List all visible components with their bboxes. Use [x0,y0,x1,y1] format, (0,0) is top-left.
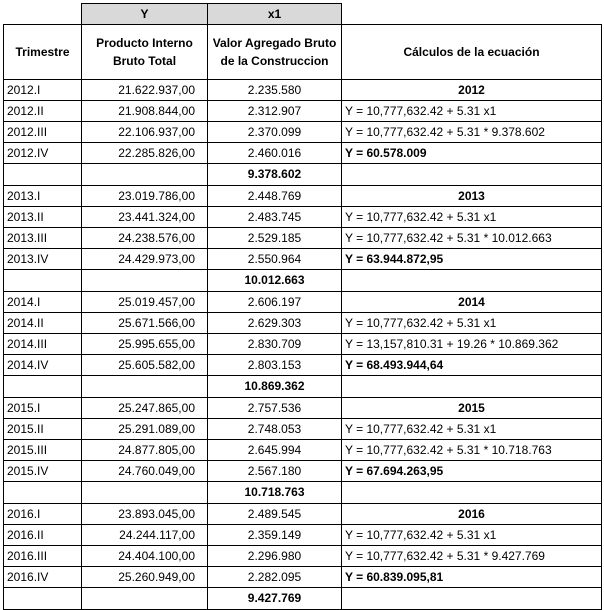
table-row [4,249,602,270]
vab-cell: 2.235.580 [208,80,342,101]
calculation-cell: 2012 [342,80,602,101]
vab-cell: 2.803.153 [208,355,342,376]
table-body [4,80,602,610]
empty-cell [82,164,208,186]
x1-sum-cell: 9.378.602 [208,164,342,186]
empty-cell [82,588,208,610]
calculation-cell: Y = 10,777,632.42 + 5.31 * 10.718.763 [342,440,602,461]
quarter-cell: 2013.I [4,186,82,207]
empty-cell [82,270,208,292]
table-row [4,186,602,207]
pib-cell: 24.429.973,00 [82,249,208,270]
vab-cell: 2.529.185 [208,228,342,249]
table-row [4,313,602,334]
quarter-cell: 2012.I [4,80,82,101]
calculation-cell: Y = 10,777,632.42 + 5.31 * 10.012.663 [342,228,602,249]
calculation-cell: Y = 60.839.095,81 [342,567,602,588]
pib-cell: 22.285.826,00 [82,143,208,164]
calculation-cell: 2015 [342,398,602,419]
table-row [4,80,602,101]
calculation-cell: Y = 68.493.944,64 [342,355,602,376]
x1-sum-cell: 10.718.763 [208,482,342,504]
empty-cell [82,482,208,504]
table-row [4,228,602,249]
sum-row [4,588,602,610]
calculation-cell: Y = 67.694.263,95 [342,461,602,482]
calculation-cell: 2013 [342,186,602,207]
pib-cell: 24.404.100,00 [82,546,208,567]
table-row [4,419,602,440]
calculation-cell: Y = 13,157,810.31 + 19.26 * 10.869.362 [342,334,602,355]
empty-cell [82,376,208,398]
vab-cell: 2.448.769 [208,186,342,207]
quarter-cell: 2014.I [4,292,82,313]
table-row [4,355,602,376]
pib-cell: 25.260.949,00 [82,567,208,588]
sum-row [4,270,602,292]
vab-cell: 2.757.536 [208,398,342,419]
y-variable-label: Y [82,4,208,25]
calculation-cell: Y = 63.944.872,95 [342,249,602,270]
vab-cell: 2.370.099 [208,122,342,143]
calculation-cell: Y = 10,777,632.42 + 5.31 x1 [342,207,602,228]
table-row [4,504,602,525]
vab-cell: 2.550.964 [208,249,342,270]
vab-cell: 2.312.907 [208,101,342,122]
quarter-cell: 2016.III [4,546,82,567]
pib-cell: 24.244.117,00 [82,525,208,546]
vab-cell: 2.489.545 [208,504,342,525]
calculation-cell: Y = 10,777,632.42 + 5.31 * 9.378.602 [342,122,602,143]
table-row [4,525,602,546]
blank-corner [4,4,82,25]
empty-cell [4,164,82,186]
vab-cell: 2.460.016 [208,143,342,164]
quarter-cell: 2013.II [4,207,82,228]
pib-cell: 24.760.049,00 [82,461,208,482]
quarter-cell: 2016.II [4,525,82,546]
quarter-cell: 2013.III [4,228,82,249]
pib-cell: 25.019.457,00 [82,292,208,313]
pib-cell: 22.106.937,00 [82,122,208,143]
quarter-cell: 2016.I [4,504,82,525]
sum-row [4,376,602,398]
table-row [4,292,602,313]
quarter-cell: 2015.II [4,419,82,440]
calculation-cell: Y = 10,777,632.42 + 5.31 * 9.427.769 [342,546,602,567]
pib-cell: 21.622.937,00 [82,80,208,101]
vab-cell: 2.567.180 [208,461,342,482]
vab-cell: 2.606.197 [208,292,342,313]
vab-cell: 2.629.303 [208,313,342,334]
empty-cell [342,376,602,398]
empty-cell [4,270,82,292]
table-row [4,546,602,567]
calculation-cell: Y = 10,777,632.42 + 5.31 x1 [342,419,602,440]
pib-cell: 25.605.582,00 [82,355,208,376]
table-row [4,398,602,419]
calculation-cell: Y = 10,777,632.42 + 5.31 x1 [342,313,602,334]
vab-cell: 2.748.053 [208,419,342,440]
quarter-cell: 2014.IV [4,355,82,376]
empty-cell [4,482,82,504]
quarter-cell: 2012.IV [4,143,82,164]
quarter-cell: 2013.IV [4,249,82,270]
empty-cell [4,376,82,398]
x1-variable-label: x1 [208,4,342,25]
vab-cell: 2.645.994 [208,440,342,461]
sum-row [4,482,602,504]
quarter-cell: 2014.II [4,313,82,334]
quarter-cell: 2015.IV [4,461,82,482]
pib-cell: 23.893.045,00 [82,504,208,525]
empty-cell [342,270,602,292]
quarter-cell: 2015.I [4,398,82,419]
vab-cell: 2.830.709 [208,334,342,355]
quarter-cell: 2016.IV [4,567,82,588]
calculation-cell: Y = 10,777,632.42 + 5.31 x1 [342,525,602,546]
quarter-cell: 2012.II [4,101,82,122]
empty-cell [342,164,602,186]
quarter-cell: 2014.III [4,334,82,355]
table-row [4,143,602,164]
header-vab: Valor Agregado Bruto de la Construccion [208,25,342,80]
table-row [4,461,602,482]
pib-cell: 24.877.805,00 [82,440,208,461]
header-trimestre: Trimestre [4,25,82,80]
sum-row [4,164,602,186]
pib-cell: 25.995.655,00 [82,334,208,355]
table-row [4,440,602,461]
calculation-cell: 2016 [342,504,602,525]
pib-cell: 25.247.865,00 [82,398,208,419]
x1-sum-cell: 10.012.663 [208,270,342,292]
vab-cell: 2.483.745 [208,207,342,228]
empty-cell [342,482,602,504]
table-row [4,122,602,143]
quarter-cell: 2015.III [4,440,82,461]
empty-cell [4,588,82,610]
calculation-cell: Y = 60.578.009 [342,143,602,164]
regression-table [3,3,602,610]
pib-cell: 25.291.089,00 [82,419,208,440]
pib-cell: 23.441.324,00 [82,207,208,228]
pib-cell: 21.908.844,00 [82,101,208,122]
pib-cell: 23.019.786,00 [82,186,208,207]
pib-cell: 24.238.576,00 [82,228,208,249]
header-pib: Producto Interno Bruto Total [82,25,208,80]
table-row [4,101,602,122]
calculation-cell: Y = 10,777,632.42 + 5.31 x1 [342,101,602,122]
table-row [4,334,602,355]
table-row [4,207,602,228]
vab-cell: 2.359.149 [208,525,342,546]
header-calculos: Cálculos de la ecuación [342,25,602,80]
calculation-cell: 2014 [342,292,602,313]
x1-sum-cell: 9.427.769 [208,588,342,610]
x1-sum-cell: 10.869.362 [208,376,342,398]
empty-cell [342,588,602,610]
quarter-cell: 2012.III [4,122,82,143]
pib-cell: 25.671.566,00 [82,313,208,334]
table-row [4,567,602,588]
vab-cell: 2.296.980 [208,546,342,567]
blank-top-right [342,4,602,25]
vab-cell: 2.282.095 [208,567,342,588]
